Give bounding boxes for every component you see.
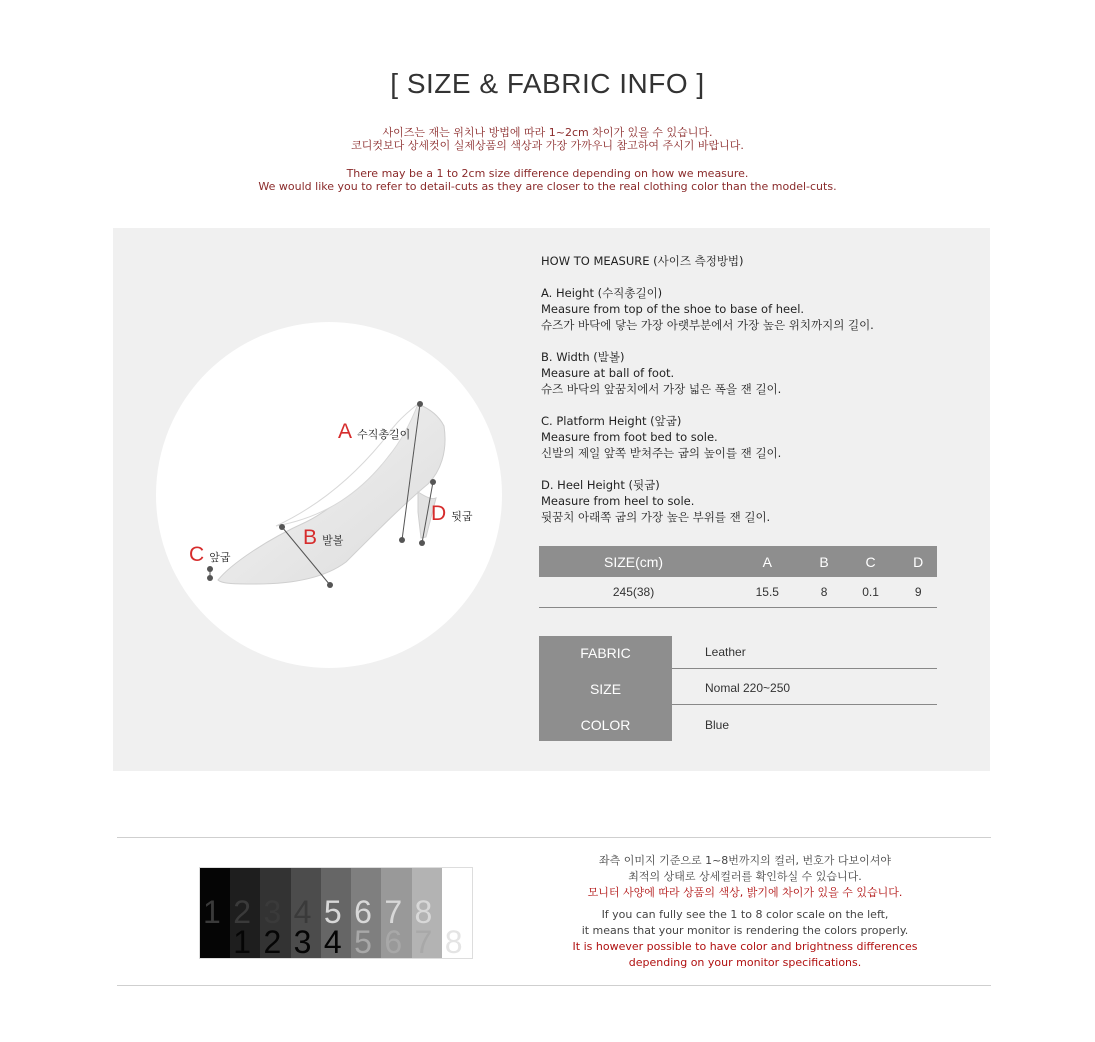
- swatch-number-bottom: 6: [384, 924, 403, 958]
- swatch-number-top: 8: [414, 894, 433, 930]
- swatch-number-bottom: 4: [323, 924, 342, 958]
- measure-line: B. Width (발볼): [541, 350, 625, 364]
- monitor-note-line: 최적의 상태로 상세컬러를 확인하실 수 있습니다.: [628, 870, 862, 883]
- swatch-number-bottom: 3: [293, 924, 312, 958]
- color-swatch: [412, 868, 442, 958]
- divider-top: [117, 837, 991, 838]
- measure-line: A. Height (수직총길이): [541, 286, 663, 300]
- size-value: Nomal 220~250: [672, 672, 937, 705]
- size-label: SIZE: [539, 672, 672, 705]
- measure-point: [207, 575, 213, 581]
- monitor-note-warning: It is however possible to have color and brightness differences: [572, 940, 918, 953]
- fabric-value: Leather: [672, 636, 937, 669]
- measure-line: [541, 397, 874, 413]
- fabric-row: [539, 708, 937, 741]
- how-to-measure: [541, 253, 874, 525]
- measure-point: [419, 540, 425, 546]
- label-a: [338, 420, 410, 444]
- measure-line: 신발의 제일 앞쪽 받쳐주는 굽의 높이를 잰 길이.: [541, 446, 782, 460]
- measure-point: [430, 479, 436, 485]
- label-c-text: 앞굽: [209, 551, 231, 564]
- swatch-number-top: 6: [354, 894, 372, 930]
- color-swatch: [321, 868, 351, 958]
- size-header-cell: C: [842, 546, 900, 577]
- measure-point: [399, 537, 405, 543]
- size-table: [539, 546, 937, 608]
- measure-line: 슈즈가 바닥에 닿는 가장 아랫부분에서 가장 높은 위치까지의 길이.: [541, 318, 874, 332]
- swatch-number-bottom: 5: [354, 924, 372, 958]
- size-table-header: [539, 546, 937, 577]
- color-value: Blue: [705, 717, 730, 732]
- notice-line: 사이즈는 재는 위치나 방법에 따라 1~2cm 차이가 있을 수 있습니다.: [382, 126, 713, 139]
- fabric-table: [539, 636, 937, 741]
- table-row: [539, 577, 937, 608]
- measure-line: 뒷꿈치 아래쪽 굽의 가장 높은 부위를 잰 길이.: [541, 510, 771, 524]
- measure-point: [279, 524, 285, 530]
- label-a-text: 수직총길이: [357, 428, 411, 441]
- measure-line: D. Heel Height (뒷굽): [541, 478, 660, 492]
- label-d: [431, 502, 473, 526]
- swatch-number-bottom: 2: [263, 924, 282, 958]
- size-cell: 15.5: [728, 577, 806, 608]
- monitor-note-line: it means that your monitor is rendering the colors properly.: [581, 924, 909, 937]
- measure-line: [541, 333, 874, 349]
- size-cell: 8: [807, 577, 842, 608]
- measure-line: HOW TO MEASURE (사이즈 측정방법): [541, 254, 744, 268]
- color-swatch: [351, 868, 381, 958]
- label-b-text: 발볼: [322, 534, 344, 547]
- measure-line: 슈즈 바닥의 앞꿈치에서 가장 넓은 폭을 잰 길이.: [541, 382, 782, 396]
- measure-line: Measure from heel to sole.: [541, 494, 695, 508]
- notice-line: 코디컷보다 상세컷이 실제상품의 색상과 가장 가까우니 참고하여 주시기 바랍니다.: [351, 139, 744, 152]
- color-scale: [199, 867, 473, 959]
- color-swatch: [381, 868, 411, 958]
- monitor-note-line: If you can fully see the 1 to 8 color scale on the left,: [601, 908, 889, 921]
- color-swatch: [291, 868, 321, 958]
- fabric-row: [539, 636, 937, 669]
- monitor-note-warning: depending on your monitor specifications.: [628, 956, 862, 969]
- notice-line: There may be a 1 to 2cm size difference depending on how we measure.: [346, 167, 749, 180]
- color-swatch: [200, 868, 230, 958]
- measure-line: [541, 269, 874, 285]
- fabric-row: [539, 672, 937, 705]
- notice-line: We would like you to refer to detail-cuts as they are closer to the real clothing color than the model-cuts.: [258, 180, 837, 193]
- swatch-number-top: 7: [384, 894, 403, 930]
- size-cell: 0.1: [842, 577, 900, 608]
- size-cell: 9: [899, 577, 937, 608]
- measure-line: Measure from foot bed to sole.: [541, 430, 718, 444]
- size-cell: 245(38): [539, 577, 728, 608]
- size-notice-english: [0, 167, 1095, 193]
- monitor-note: [545, 853, 945, 971]
- measure-point: [327, 582, 333, 588]
- size-notice-korean: [0, 126, 1095, 152]
- size-header-cell: D: [899, 546, 937, 577]
- label-b: [303, 526, 343, 550]
- label-d-text: 뒷굽: [451, 510, 473, 523]
- swatch-number-bottom: 1: [233, 924, 252, 958]
- swatch-number-top: 3: [263, 894, 282, 930]
- swatch-number-bottom: 7: [414, 924, 433, 958]
- fabric-label: FABRIC: [539, 636, 672, 669]
- color-swatch: [260, 868, 290, 958]
- shoe-illustration: [156, 322, 502, 668]
- measure-line: Measure from top of the shoe to base of heel.: [541, 302, 805, 316]
- label-d-letter: D: [431, 502, 447, 525]
- swatch-number-top: 5: [323, 894, 342, 930]
- label-a-letter: A: [338, 420, 353, 443]
- swatch-number-bottom: 8: [444, 924, 463, 958]
- swatch-number-top: 2: [233, 894, 252, 930]
- size-header-cell: B: [807, 546, 842, 577]
- measure-line: [541, 461, 874, 477]
- swatch-number-top: 1: [203, 894, 221, 930]
- color-swatch: [442, 868, 472, 958]
- color-swatch: [230, 868, 260, 958]
- monitor-note-line: 좌측 이미지 기준으로 1~8번까지의 컬러, 번호가 다보이셔야: [598, 854, 892, 867]
- divider-bottom: [117, 985, 991, 986]
- size-header-cell: SIZE(cm): [539, 546, 728, 577]
- page-title: [ SIZE & FABRIC INFO ]: [390, 68, 705, 99]
- measure-point: [417, 401, 423, 407]
- measure-line: C. Platform Height (앞굽): [541, 414, 682, 428]
- monitor-note-warning: 모니터 사양에 따라 상품의 색상, 밝기에 차이가 있을 수 있습니다.: [587, 886, 903, 899]
- measure-line: Measure at ball of foot.: [541, 366, 675, 380]
- label-c-letter: C: [189, 543, 205, 566]
- label-b-letter: B: [303, 526, 318, 549]
- color-label: COLOR: [539, 708, 672, 741]
- swatch-number-top: 4: [293, 894, 312, 930]
- size-header-cell: A: [728, 546, 806, 577]
- label-c: [189, 543, 231, 567]
